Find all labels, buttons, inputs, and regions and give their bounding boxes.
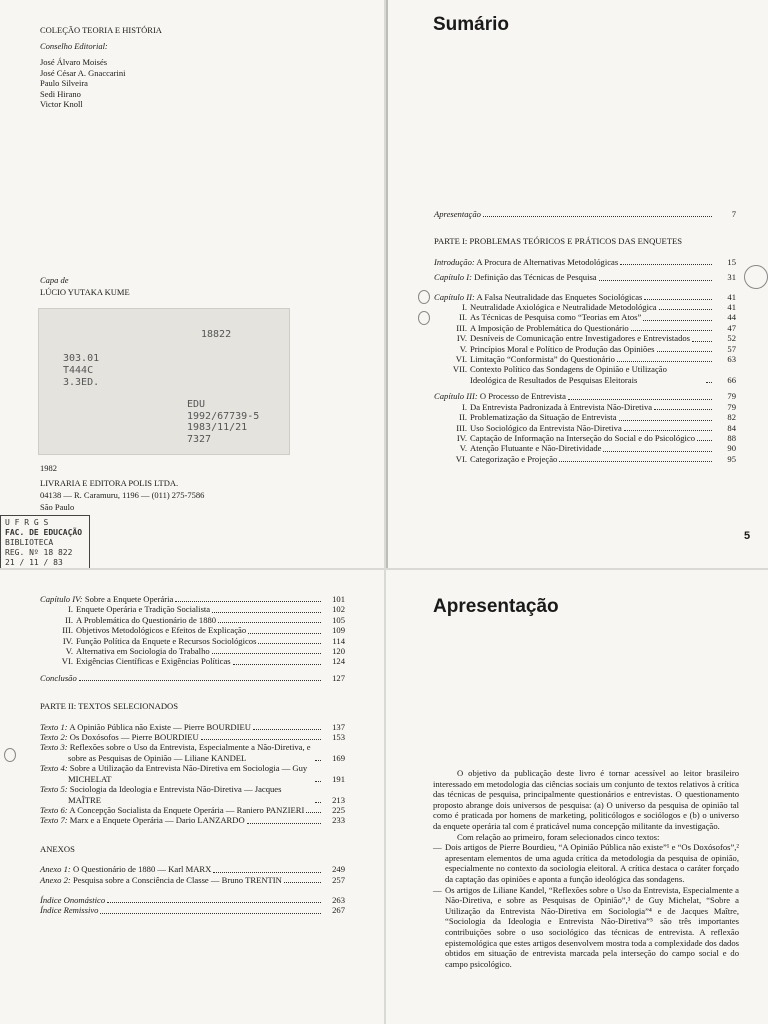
toc-entry xyxy=(40,636,345,646)
toc-leader xyxy=(100,913,321,914)
toc-label: Exigências Científicas e Exigências Políticas xyxy=(76,656,231,667)
call-line: 303.01 xyxy=(63,353,100,364)
toc-entry xyxy=(40,742,345,763)
toc-entry xyxy=(40,864,345,874)
toc-label: Contexto Político das Sondagens de Opinião e Utilização Ideológica de Resultados de Pesquisas Eleitorais xyxy=(470,364,667,385)
toc-label: Sobre a Utilização da Entrevista Não-Diretiva em Sociologia — Guy MICHELAT xyxy=(68,763,308,784)
toc-label: Objetivos Metodológicos e Efeitos de Explicação xyxy=(76,625,247,636)
stamp-line: FAC. DE EDUCAÇÃO xyxy=(5,528,83,537)
toc-entry xyxy=(40,656,345,666)
toc-label: Enquete Operária e Tradição Socialista xyxy=(76,604,211,615)
library-stamp xyxy=(0,515,90,568)
toc-number: V. xyxy=(65,646,73,657)
fold-shadow xyxy=(386,0,388,568)
toc-leader xyxy=(697,440,712,441)
toc-label: Captação de Informação na Interseção do Social e do Psicológico xyxy=(470,432,696,443)
toc-page: 105 xyxy=(332,614,345,625)
toc-entry xyxy=(434,443,736,453)
toc-label: Os Doxósofos — Pierre BOURDIEU xyxy=(69,732,199,743)
publisher-address: 04138 — R. Caramuru, 1196 — (011) 275-7586 xyxy=(40,490,205,500)
toc-label: Índice Remissivo xyxy=(40,905,99,916)
toc-page: 63 xyxy=(727,354,736,365)
toc-label: Problematização da Situação de Entrevista xyxy=(470,412,617,423)
stamp-line: BIBLIOTECA xyxy=(5,538,54,547)
toc-page: 213 xyxy=(332,794,345,805)
toc-page: 124 xyxy=(332,656,345,667)
toc-number: III. xyxy=(62,625,73,636)
toc-number: II. xyxy=(459,412,467,423)
toc-entry xyxy=(434,209,736,219)
pencil-circle-icon xyxy=(418,290,430,304)
toc-entry xyxy=(434,323,736,333)
toc-page: 191 xyxy=(332,773,345,784)
intro-paragraph: O objetivo da publicação deste livro é tornar acessível ao leitor brasileiro interessado em metodologia das ciências sociais um conjunto de textos relativos à crítica das técnicas de pesquisa, principalmente questionários e entrevistas. O questionamento proposto abrange dois universos de pesquisa: (a) O universo da pesquisa de opinião tal como é praticada por homens de marketing, politicólogos e sociólogos e (b) o universo da enquete operária tal com é praticável numa concepção militante da investigação. xyxy=(433,768,739,831)
toc-leader xyxy=(631,330,712,331)
toc-entry xyxy=(40,905,345,915)
toc-page: 84 xyxy=(727,422,736,433)
cover-artist: LÚCIO YUTAKA KUME xyxy=(40,287,130,297)
toc-page: 257 xyxy=(332,874,345,885)
pencil-circle-icon xyxy=(744,265,768,289)
toc-label: A Imposição de Problemática do Questionário xyxy=(470,322,629,333)
toc-entry xyxy=(434,454,736,464)
code-line: EDU xyxy=(187,399,206,410)
part1-heading: PARTE I: PROBLEMAS TEÓRICOS E PRÁTICOS DAS ENQUETES xyxy=(434,236,683,247)
board-list xyxy=(40,57,125,110)
toc-page: 102 xyxy=(332,604,345,615)
toc-entry: Conclusão 127 xyxy=(40,672,345,683)
toc-leader xyxy=(692,341,712,342)
toc-page: 44 xyxy=(727,312,736,323)
call-number xyxy=(63,353,99,389)
toc-number: VI. xyxy=(61,656,73,667)
toc-leader xyxy=(706,382,712,383)
toc-label: As Técnicas de Pesquisa como “Teorias em Atos” xyxy=(470,312,642,323)
toc-leader xyxy=(603,451,712,452)
toc-leader xyxy=(643,320,712,321)
toc-entry xyxy=(434,302,736,312)
toc-entry xyxy=(40,815,345,825)
toc-page: 267 xyxy=(332,905,345,916)
toc-page: 57 xyxy=(727,343,736,354)
toc-part1 xyxy=(434,209,736,464)
toc-page: 249 xyxy=(332,864,345,875)
toc-sublist xyxy=(434,402,736,464)
toc-leader xyxy=(233,664,321,665)
code-line: 1983/11/21 xyxy=(187,422,248,433)
toc-entry xyxy=(40,625,345,635)
toc-prefix: Anexo 2: xyxy=(40,874,71,885)
toc-leader xyxy=(213,872,321,873)
toc-page: 225 xyxy=(332,804,345,815)
toc-page: 263 xyxy=(332,894,345,905)
toc-number: I. xyxy=(461,302,467,313)
toc-entry xyxy=(434,333,736,343)
page-number: 5 xyxy=(744,530,751,542)
board-member: Paulo Silveira xyxy=(40,78,88,88)
toc-number: I. xyxy=(67,604,73,615)
toc-leader xyxy=(559,461,712,462)
series-title: COLEÇÃO TEORIA E HISTÓRIA xyxy=(40,25,162,35)
toc-entry: Introdução: A Procura de Alternativas Metodológicas 15 xyxy=(434,256,736,267)
library-label xyxy=(38,308,290,455)
toc-label: Da Entrevista Padronizada à Entrevista Não-Diretiva xyxy=(470,401,653,412)
toc-entry xyxy=(434,354,736,364)
toc-sublist xyxy=(40,722,345,826)
toc-page: 41 xyxy=(727,302,736,313)
toc-label: Alternativa em Sociologia do Trabalho xyxy=(76,646,210,657)
toc-entry xyxy=(434,433,736,443)
toc-prefix: Texto 4: xyxy=(40,763,68,774)
pencil-circle-icon xyxy=(4,748,16,762)
toc-page: 114 xyxy=(332,635,345,646)
toc-entry xyxy=(40,604,345,614)
toc-entry: Capítulo IV: Sobre a Enquete Operária 101 xyxy=(40,594,345,604)
toc-leader xyxy=(212,653,321,654)
toc-number: III. xyxy=(456,322,467,333)
library-codes xyxy=(187,399,259,445)
toc-number: VI. xyxy=(455,354,467,365)
toc-leader xyxy=(306,812,321,813)
toc-page: 79 xyxy=(727,401,736,412)
toc-leader xyxy=(315,781,321,782)
toc-label: Uso Sociológico da Entrevista Não-Diretiva xyxy=(470,422,622,433)
toc-page: 82 xyxy=(727,412,736,423)
toc-page: 169 xyxy=(332,752,345,763)
toc-sublist xyxy=(40,604,345,666)
code-line: 1992/67739-5 xyxy=(187,410,260,422)
toc-number: V. xyxy=(459,443,467,454)
toc-entry xyxy=(434,364,736,385)
toc-leader xyxy=(201,739,321,740)
toc-entry xyxy=(434,344,736,354)
intro-bullet: — Os artigos de Liliane Kandel, “Reflexões sobre o Uso da Entrevista, Especialmente a Não-Diretiva, e sobre as Pesquisas de Opinião”,³ de Guy Michelat, “Sobre a Utilização da Entrevista Não-Diretiva em Sociologia”⁴ e de Jacques Maître, “Sociologia da Ideologia e Entrevista Não-Diretiva”⁵ são três importantes contribuições sobre o uso sociológico das técnicas de entrevista. A reflexão epistemológica que estes artigos desenvolvem mostra toda a complexidade dos dados obtidos em situação de entrevista marcada pela interseção do campo social e do campo psicológico. xyxy=(433,884,739,969)
call-line: T444C xyxy=(63,365,94,376)
toc-sublist xyxy=(434,302,736,385)
toc-page: 52 xyxy=(727,333,736,344)
library-number: 18822 xyxy=(201,329,232,340)
toc-label: Desníveis de Comunicação entre Investigadores e Entrevistados xyxy=(470,333,691,344)
toc-label: A Opinião Pública não Existe — Pierre BOURDIEU xyxy=(69,721,251,732)
toc-prefix: Anexo 1: xyxy=(40,864,71,875)
toc-prefix: Texto 7: xyxy=(40,815,68,826)
toc-number: VI. xyxy=(455,453,467,464)
toc-number: I. xyxy=(461,401,467,412)
toc-entry xyxy=(40,732,345,742)
publisher-city: São Paulo xyxy=(40,502,75,512)
toc-number: V. xyxy=(459,343,467,354)
contents-title: Sumário xyxy=(433,14,510,35)
stamp-line: REG. Nº 18 822 xyxy=(5,548,73,557)
toc-leader xyxy=(258,643,321,644)
toc-prefix: Texto 2: xyxy=(40,732,68,743)
toc-entry: Capítulo II: A Falsa Neutralidade das Enquetes Sociológicas 41 xyxy=(434,291,736,302)
toc-label: Marx e a Enquete Operária — Dario LANZARDO xyxy=(69,815,245,826)
toc-label: Apresentação xyxy=(434,209,481,219)
toc-label: Categorização e Projeção xyxy=(470,453,558,464)
toc-page: 90 xyxy=(727,443,736,454)
toc-prefix: Texto 6: xyxy=(40,804,68,815)
toc-page: 233 xyxy=(332,815,345,826)
stamp-line: U F R G S xyxy=(5,518,49,527)
toc-page: 88 xyxy=(727,432,736,443)
toc-leader xyxy=(617,361,712,362)
board-member: José César A. Gnaccarini xyxy=(40,67,126,78)
intro-body xyxy=(433,768,739,969)
toc-entry xyxy=(40,875,345,885)
toc-prefix: Texto 3: xyxy=(40,742,68,753)
toc-number: II. xyxy=(459,312,467,323)
toc-label: O Questionário de 1880 — Karl MARX xyxy=(72,864,212,875)
anexos-heading: ANEXOS xyxy=(40,843,75,854)
stamp-line: 21 / 11 / 83 xyxy=(5,558,63,567)
toc-entry xyxy=(40,763,345,784)
toc-label: Função Política da Enquete e Recursos Sociológicos xyxy=(76,635,257,646)
toc-label: Índice Onomástico xyxy=(40,894,106,905)
toc-number: III. xyxy=(456,422,467,433)
toc-page: 153 xyxy=(332,732,345,743)
board-member: José Álvaro Moisés xyxy=(40,57,108,67)
toc-entry xyxy=(40,722,345,732)
publisher: LIVRARIA E EDITORA POLIS LTDA. xyxy=(40,478,179,488)
toc-entry: Capítulo III: O Processo de Entrevista 79 xyxy=(434,391,736,402)
page-introduction xyxy=(386,570,768,1024)
toc-page: 95 xyxy=(727,453,736,464)
intro-title: Apresentação xyxy=(433,596,559,617)
toc-page: 137 xyxy=(332,721,345,732)
toc-leader xyxy=(659,309,712,310)
toc-entry xyxy=(434,423,736,433)
toc-leader xyxy=(624,430,712,431)
toc-leader xyxy=(248,633,321,634)
toc-leader xyxy=(212,612,321,613)
toc-label: A Concepção Socialista da Enquete Operária — Raniero PANZIERI xyxy=(69,804,305,815)
toc-entry xyxy=(40,646,345,656)
toc-number: IV. xyxy=(456,333,467,344)
code-line: 7327 xyxy=(187,433,212,445)
toc-leader xyxy=(253,729,321,730)
cover-label: Capa de xyxy=(40,275,69,285)
toc-leader xyxy=(654,409,712,410)
toc-label: Limitação “Conformista” do Questionário xyxy=(470,354,615,365)
toc-entry xyxy=(40,615,345,625)
pub-year: 1982 xyxy=(40,463,57,473)
page-contents-continued xyxy=(0,570,384,1024)
call-line: 3.3ED. xyxy=(63,377,100,388)
toc-page: 7 xyxy=(731,209,736,219)
toc-leader xyxy=(247,823,321,824)
toc-number: IV. xyxy=(62,635,73,646)
toc-number: IV. xyxy=(456,432,467,443)
toc-label: Neutralidade Axiológica e Neutralidade Metodológica xyxy=(470,302,657,313)
toc-leader xyxy=(284,882,321,883)
toc-number: VII. xyxy=(452,364,467,375)
toc-label: A Problemática do Questionário de 1880 xyxy=(76,614,217,625)
toc-leader xyxy=(619,420,712,421)
intro-bullet: — Dois artigos de Pierre Bourdieu, “A Opinião Pública não existe”¹ e “Os Doxósofos”,² apresentam elementos de uma aguda crítica da metodologia da pesquisa de opinião, especialmente no contexto da sociologia eleitoral. A crítica destaca o caráter forçado da captação das opiniões e aponta a função ideológica das sondagens. xyxy=(433,842,739,884)
toc-page: 47 xyxy=(727,322,736,333)
toc-leader xyxy=(107,902,321,903)
toc-label: Reflexões sobre o Uso da Entrevista, Especialmente a Não-Diretiva, e sobre as Pesquisas de Opinião — Liliane KANDEL xyxy=(68,742,311,763)
toc-label: Pesquisa sobre a Consciência de Classe — Bruno TRENTIN xyxy=(72,874,282,885)
toc-number: II. xyxy=(65,614,73,625)
toc-leader xyxy=(657,351,712,352)
toc-prefix: Texto 1: xyxy=(40,721,68,732)
toc-leader xyxy=(218,622,321,623)
toc-label: Atenção Flutuante e Não-Diretividade xyxy=(470,443,602,454)
part2-heading: PARTE II: TEXTOS SELECIONADOS xyxy=(40,701,179,712)
toc-page: 120 xyxy=(332,646,345,657)
toc-label: Princípios Moral e Político de Produção das Opiniões xyxy=(470,343,655,354)
toc-leader xyxy=(315,802,321,803)
toc-label: Sociologia da Ideologia e Entrevista Não-Diretiva — Jacques MAÎTRE xyxy=(68,784,282,805)
board-member: Victor Knoll xyxy=(40,99,83,109)
toc-page: 66 xyxy=(727,374,736,385)
toc-entry: Capítulo I: Definição das Técnicas de Pesquisa 31 xyxy=(434,272,736,283)
toc-part1-cont xyxy=(40,594,345,916)
page-contents xyxy=(386,0,768,568)
page-colophon xyxy=(0,0,384,568)
toc-entry xyxy=(40,784,345,805)
board-label: Conselho Editorial: xyxy=(40,41,108,51)
toc-prefix: Texto 5: xyxy=(40,784,68,795)
pencil-circle-icon xyxy=(418,311,430,325)
toc-entry xyxy=(40,805,345,815)
toc-sublist xyxy=(40,864,345,885)
toc-entry xyxy=(434,412,736,422)
board-member: Sedi Hirano xyxy=(40,88,81,99)
toc-page: 109 xyxy=(332,625,345,636)
toc-entry xyxy=(40,895,345,905)
toc-entry xyxy=(434,402,736,412)
intro-paragraph: Com relação ao primeiro, foram selecionados cinco textos: xyxy=(457,831,660,842)
toc-sublist xyxy=(40,895,345,916)
toc-entry xyxy=(434,312,736,322)
toc-leader xyxy=(315,760,321,761)
